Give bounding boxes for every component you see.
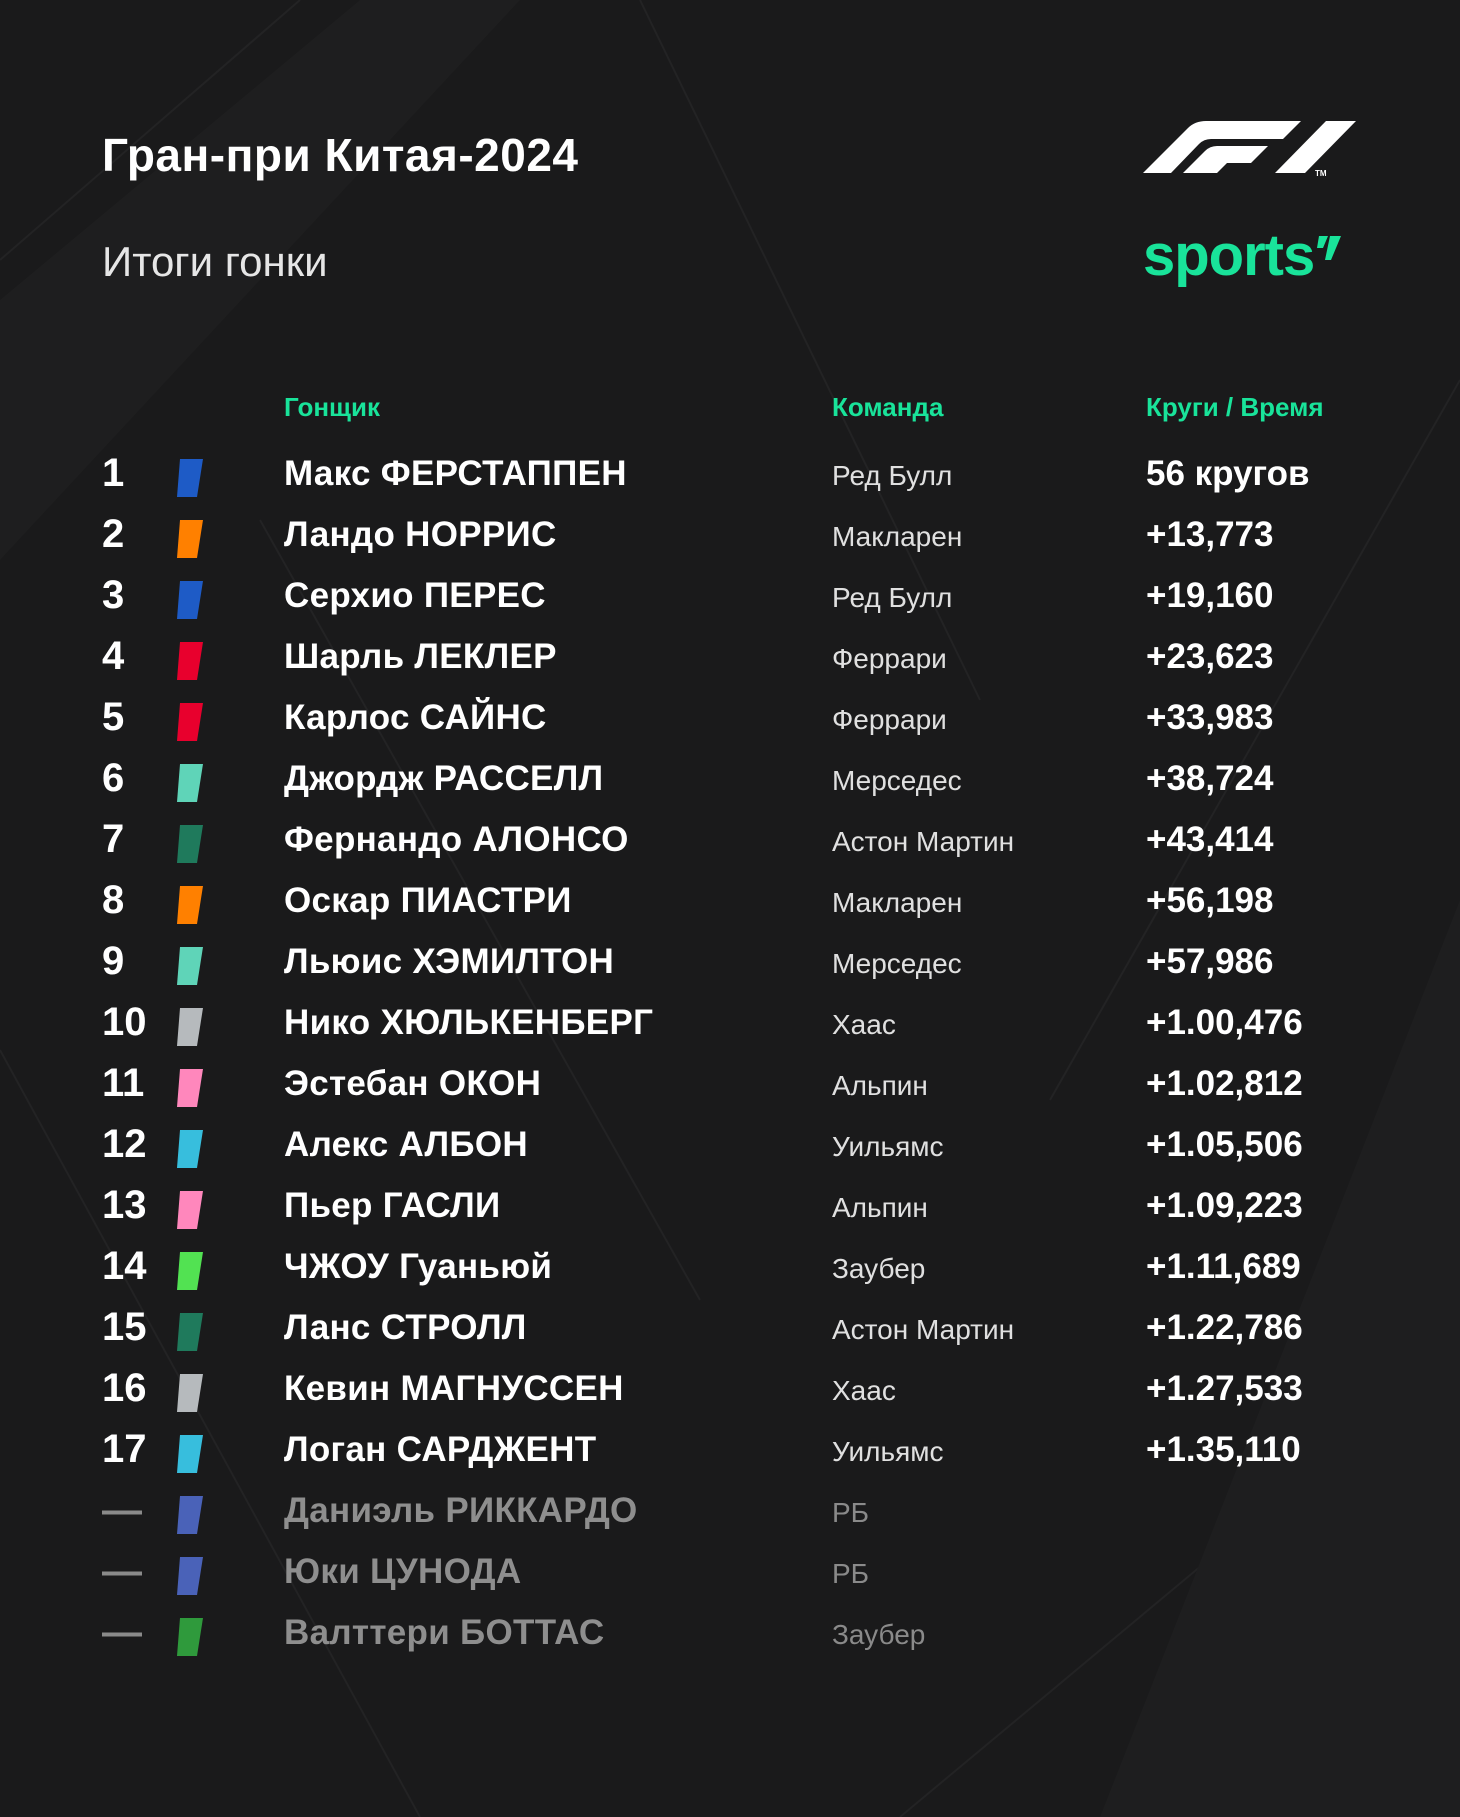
team-color-flag-icon xyxy=(177,764,203,802)
driver-name: Даниэль РИККАРДО xyxy=(284,1491,638,1530)
race-time: +1.09,223 xyxy=(1146,1186,1303,1225)
page-title: Гран-при Китая-2024 xyxy=(102,129,579,181)
race-time: +1.22,786 xyxy=(1146,1308,1303,1347)
f1-logo-icon xyxy=(1143,118,1356,178)
position-number: 7 xyxy=(102,817,125,861)
position-number: 11 xyxy=(102,1061,145,1105)
team-name: Феррари xyxy=(832,704,947,735)
position-number: 4 xyxy=(102,634,125,678)
svg-text:TM: TM xyxy=(1315,169,1327,178)
position-number: 5 xyxy=(102,695,125,739)
result-row xyxy=(0,626,1460,687)
team-color-flag-icon xyxy=(177,825,203,863)
team-color-flag-icon xyxy=(177,1252,203,1290)
team-color-flag-icon xyxy=(177,1069,203,1107)
team-color-flag-icon xyxy=(177,459,203,497)
result-row xyxy=(0,870,1460,931)
driver-name: Джордж РАССЕЛЛ xyxy=(284,759,604,798)
driver-name: ЧЖОУ Гуаньюй xyxy=(284,1247,553,1286)
team-color-flag-icon xyxy=(177,703,203,741)
race-time: +43,414 xyxy=(1146,820,1274,859)
team-name: РБ xyxy=(832,1497,870,1528)
position-number: — xyxy=(102,1610,142,1654)
team-color-flag-icon xyxy=(177,1618,203,1656)
result-row xyxy=(0,992,1460,1053)
team-name: Заубер xyxy=(832,1619,926,1650)
team-name: Альпин xyxy=(832,1070,928,1101)
team-name: Ред Булл xyxy=(832,582,953,613)
team-name: Хаас xyxy=(832,1009,896,1040)
race-time: +13,773 xyxy=(1146,515,1274,554)
driver-name: Пьер ГАСЛИ xyxy=(284,1186,501,1225)
position-number: 2 xyxy=(102,512,125,556)
driver-name: Оскар ПИАСТРИ xyxy=(284,881,572,920)
team-name: Астон Мартин xyxy=(832,1314,1015,1345)
result-row xyxy=(0,1419,1460,1480)
result-row xyxy=(0,1297,1460,1358)
driver-name: Льюис ХЭМИЛТОН xyxy=(284,942,615,981)
race-time: +1.11,689 xyxy=(1146,1247,1301,1286)
driver-name: Фернандо АЛОНСО xyxy=(284,820,629,859)
position-number: 9 xyxy=(102,939,125,983)
column-header-team: Команда xyxy=(832,392,944,422)
result-row xyxy=(0,1053,1460,1114)
race-time: +1.05,506 xyxy=(1146,1125,1303,1164)
position-number: 8 xyxy=(102,878,125,922)
race-time: +38,724 xyxy=(1146,759,1274,798)
driver-name: Макс ФЕРСТАППЕН xyxy=(284,454,627,493)
team-color-flag-icon xyxy=(177,1557,203,1595)
race-time: +57,986 xyxy=(1146,942,1274,981)
team-color-flag-icon xyxy=(177,1374,203,1412)
result-row xyxy=(0,504,1460,565)
race-time: +23,623 xyxy=(1146,637,1274,676)
race-time: +19,160 xyxy=(1146,576,1274,615)
team-color-flag-icon xyxy=(177,581,203,619)
race-time: +33,983 xyxy=(1146,698,1274,737)
race-time: +1.35,110 xyxy=(1146,1430,1301,1469)
driver-name: Нико ХЮЛЬКЕНБЕРГ xyxy=(284,1003,654,1042)
team-color-flag-icon xyxy=(177,886,203,924)
driver-name: Логан САРДЖЕНТ xyxy=(284,1430,597,1469)
team-name: Уильямс xyxy=(832,1436,944,1467)
result-row xyxy=(0,1541,1460,1602)
page-subtitle: Итоги гонки xyxy=(102,238,328,285)
driver-name: Эстебан ОКОН xyxy=(284,1064,542,1103)
result-row xyxy=(0,809,1460,870)
race-time: +1.02,812 xyxy=(1146,1064,1303,1103)
result-row xyxy=(0,1480,1460,1541)
team-name: Ред Булл xyxy=(832,460,953,491)
team-color-flag-icon xyxy=(177,1496,203,1534)
race-time: +1.00,476 xyxy=(1146,1003,1303,1042)
team-name: Мерседес xyxy=(832,765,962,796)
sports-logo xyxy=(1143,222,1341,289)
team-name: РБ xyxy=(832,1558,870,1589)
position-number: 13 xyxy=(102,1183,147,1227)
result-row xyxy=(0,1175,1460,1236)
team-color-flag-icon xyxy=(177,520,203,558)
team-name: Макларен xyxy=(832,521,963,552)
team-name: Заубер xyxy=(832,1253,926,1284)
driver-name: Ландо НОРРИС xyxy=(284,515,557,554)
position-number: 17 xyxy=(102,1427,147,1471)
position-number: 10 xyxy=(102,1000,147,1044)
driver-name: Алекс АЛБОН xyxy=(284,1125,528,1164)
driver-name: Карлос САЙНС xyxy=(284,698,547,737)
position-number: — xyxy=(102,1488,142,1532)
sports-logo-mark-icon xyxy=(1317,236,1341,266)
column-header-driver: Гонщик xyxy=(284,392,380,422)
position-number: 6 xyxy=(102,756,125,800)
column-header-time: Круги / Время xyxy=(1146,392,1324,422)
team-name: Феррари xyxy=(832,643,947,674)
result-row xyxy=(0,1358,1460,1419)
driver-name: Ланс СТРОЛЛ xyxy=(284,1308,527,1347)
result-row xyxy=(0,1236,1460,1297)
team-color-flag-icon xyxy=(177,642,203,680)
position-number: 1 xyxy=(102,451,125,495)
position-number: 3 xyxy=(102,573,125,617)
sports-logo-text: sports xyxy=(1143,223,1315,288)
team-color-flag-icon xyxy=(177,1435,203,1473)
race-time: +56,198 xyxy=(1146,881,1274,920)
driver-name: Валттери БОТТАС xyxy=(284,1613,605,1652)
result-row xyxy=(0,443,1460,504)
driver-name: Серхио ПЕРЕС xyxy=(284,576,546,615)
result-row xyxy=(0,1114,1460,1175)
result-row xyxy=(0,687,1460,748)
position-number: 12 xyxy=(102,1122,147,1166)
team-color-flag-icon xyxy=(177,1191,203,1229)
team-name: Альпин xyxy=(832,1192,928,1223)
team-color-flag-icon xyxy=(177,1130,203,1168)
team-color-flag-icon xyxy=(177,1313,203,1351)
team-name: Мерседес xyxy=(832,948,962,979)
driver-name: Кевин МАГНУССЕН xyxy=(284,1369,624,1408)
team-color-flag-icon xyxy=(177,1008,203,1046)
position-number: 15 xyxy=(102,1305,147,1349)
position-number: — xyxy=(102,1549,142,1593)
team-name: Уильямс xyxy=(832,1131,944,1162)
race-time: +1.27,533 xyxy=(1146,1369,1303,1408)
race-time: 56 кругов xyxy=(1146,454,1310,493)
result-row xyxy=(0,565,1460,626)
driver-name: Юки ЦУНОДА xyxy=(284,1552,522,1591)
position-number: 16 xyxy=(102,1366,147,1410)
result-row xyxy=(0,931,1460,992)
team-color-flag-icon xyxy=(177,947,203,985)
team-name: Астон Мартин xyxy=(832,826,1015,857)
team-name: Макларен xyxy=(832,887,963,918)
driver-name: Шарль ЛЕКЛЕР xyxy=(284,637,557,676)
result-row xyxy=(0,748,1460,809)
position-number: 14 xyxy=(102,1244,147,1288)
result-row xyxy=(0,1602,1460,1663)
team-name: Хаас xyxy=(832,1375,896,1406)
